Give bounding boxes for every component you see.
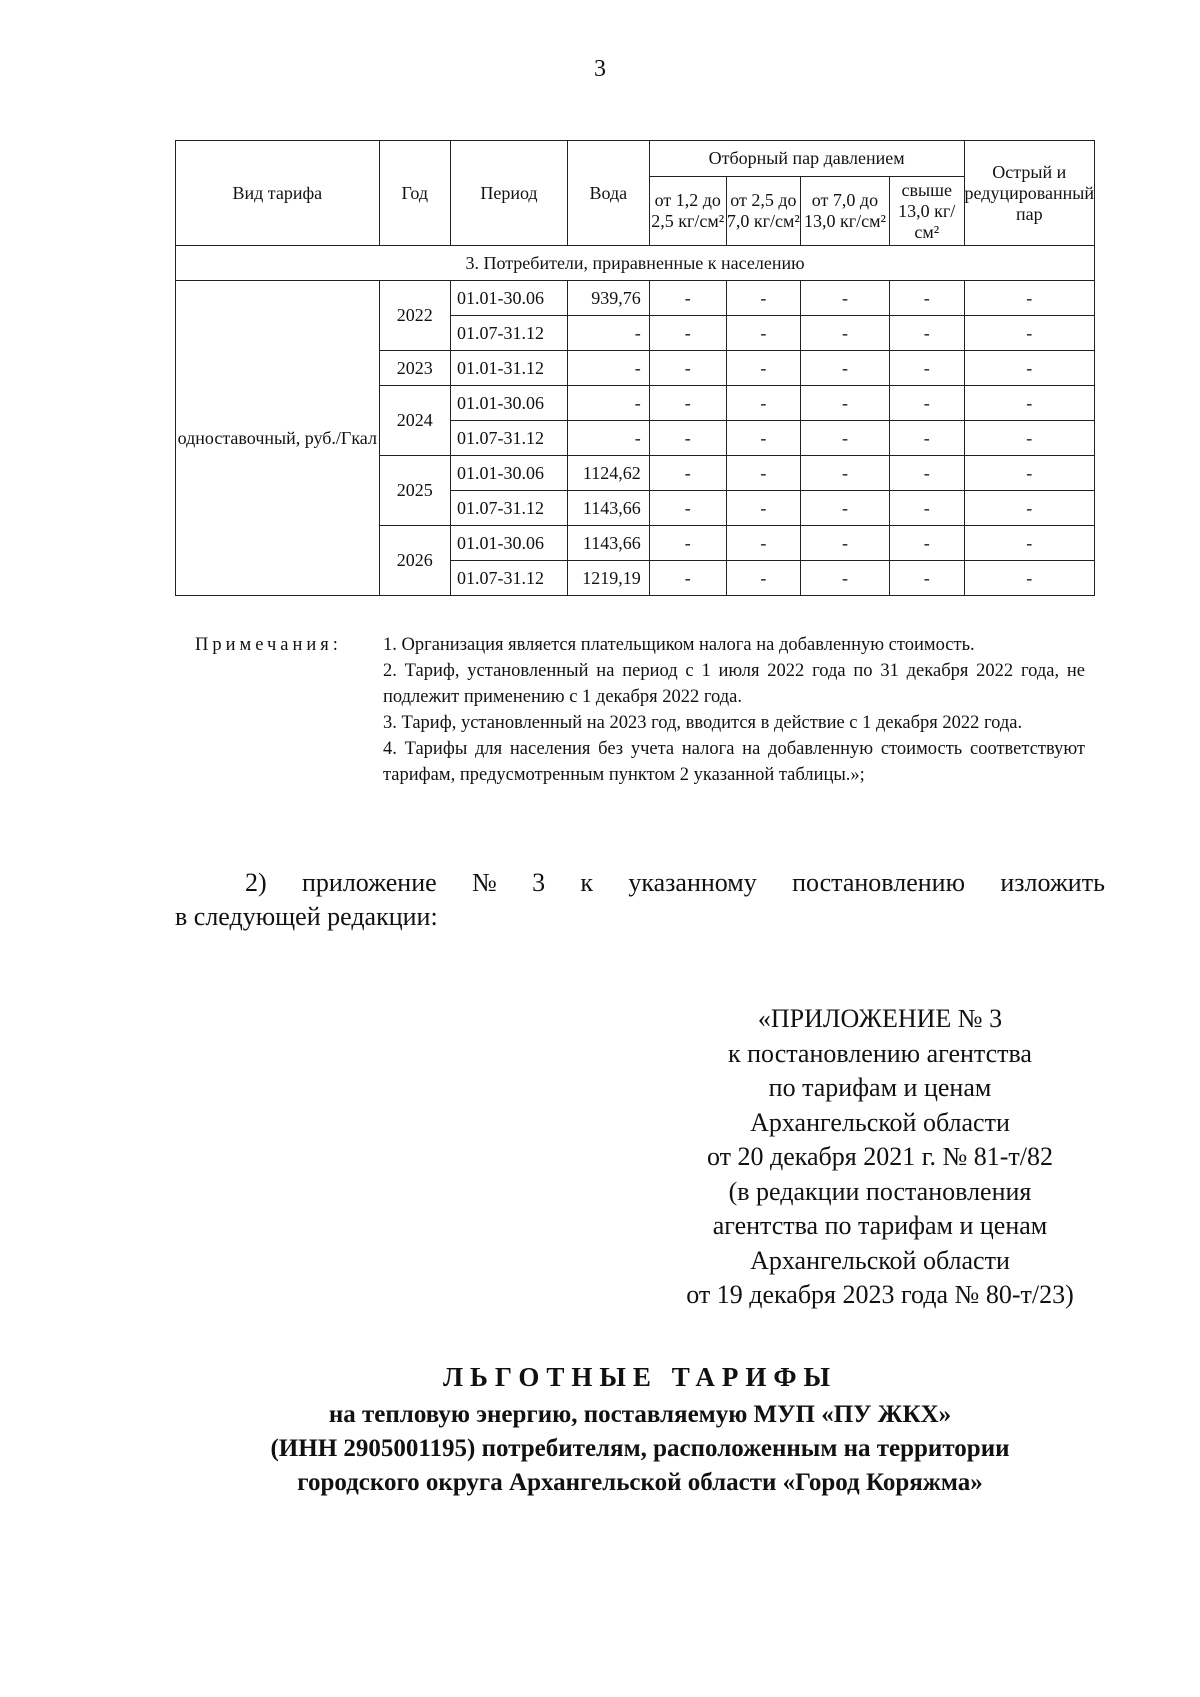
header-steam-4: свыше 13,0 кг/см²	[889, 177, 964, 246]
empty-value-cell: -	[649, 281, 726, 316]
paragraph-word: 3	[532, 868, 546, 897]
period-cell: 01.01-30.06	[450, 281, 567, 316]
note-item: 4. Тарифы для населения без учета налога на добавленную стоимость соответствуют тарифам, предусмотренным пунктом 2 указанной таблицы.»;	[383, 739, 1085, 785]
empty-value-cell: -	[800, 421, 889, 456]
empty-value-cell: -	[726, 351, 800, 386]
empty-value-cell: -	[726, 386, 800, 421]
heading-title: ЛЬГОТНЫЕ ТАРИФЫ	[442, 1362, 838, 1392]
empty-value-cell: -	[964, 386, 1094, 421]
empty-value-cell: -	[964, 561, 1094, 596]
empty-value-cell: -	[889, 456, 964, 491]
heading-line: (ИНН 2905001195) потребителям, расположенным на территории	[270, 1435, 1010, 1462]
empty-value-cell: -	[649, 386, 726, 421]
year-cell: 2025	[379, 456, 450, 526]
empty-value-cell: -	[889, 491, 964, 526]
appendix-line: Архангельской области	[750, 1107, 1010, 1137]
empty-value-cell: -	[800, 281, 889, 316]
header-sharp-steam: Острый и редуцированный пар	[964, 141, 1094, 246]
header-steam-group: Отборный пар давлением	[649, 141, 964, 177]
water-value-cell: -	[567, 386, 649, 421]
period-cell: 01.07-31.12	[450, 561, 567, 596]
empty-value-cell: -	[649, 351, 726, 386]
year-cell: 2026	[379, 526, 450, 596]
year-cell: 2022	[379, 281, 450, 351]
empty-value-cell: -	[800, 526, 889, 561]
appendix-line: к постановлению агентства	[728, 1038, 1032, 1068]
header-steam-1: от 1,2 до 2,5 кг/см²	[649, 177, 726, 246]
paragraph-word: к	[580, 868, 594, 897]
paragraph-word: постановлению	[792, 868, 965, 897]
appendix-line: Архангельской области	[750, 1245, 1010, 1275]
header-steam-3: от 7,0 до 13,0 кг/см²	[800, 177, 889, 246]
empty-value-cell: -	[649, 491, 726, 526]
paragraph-word: 2)	[245, 868, 267, 897]
appendix-line: «ПРИЛОЖЕНИЕ № 3	[757, 1004, 1003, 1033]
empty-value-cell: -	[964, 526, 1094, 561]
period-cell: 01.01-30.06	[450, 386, 567, 421]
empty-value-cell: -	[800, 316, 889, 351]
appendix-line: (в редакции постановления	[728, 1176, 1032, 1206]
empty-value-cell: -	[726, 561, 800, 596]
empty-value-cell: -	[726, 491, 800, 526]
empty-value-cell: -	[964, 281, 1094, 316]
empty-value-cell: -	[889, 561, 964, 596]
empty-value-cell: -	[726, 421, 800, 456]
period-cell: 01.07-31.12	[450, 421, 567, 456]
period-cell: 01.01-30.06	[450, 526, 567, 561]
empty-value-cell: -	[800, 386, 889, 421]
empty-value-cell: -	[649, 456, 726, 491]
paragraph-word: изложить	[1000, 868, 1105, 897]
water-value-cell: 1124,62	[567, 456, 649, 491]
empty-value-cell: -	[964, 491, 1094, 526]
empty-value-cell: -	[800, 561, 889, 596]
empty-value-cell: -	[889, 351, 964, 386]
water-value-cell: -	[567, 316, 649, 351]
table-row	[176, 281, 1095, 316]
empty-value-cell: -	[649, 316, 726, 351]
header-year: Год	[379, 141, 450, 246]
period-cell: 01.07-31.12	[450, 316, 567, 351]
empty-value-cell: -	[800, 456, 889, 491]
empty-value-cell: -	[889, 316, 964, 351]
empty-value-cell: -	[649, 421, 726, 456]
empty-value-cell: -	[726, 281, 800, 316]
page-number: 3	[594, 56, 606, 82]
year-cell: 2023	[379, 351, 450, 386]
empty-value-cell: -	[964, 456, 1094, 491]
appendix-line: агентства по тарифам и ценам	[712, 1211, 1048, 1240]
empty-value-cell: -	[800, 351, 889, 386]
tariff-table	[175, 140, 1095, 596]
empty-value-cell: -	[889, 526, 964, 561]
year-cell: 2024	[379, 386, 450, 456]
tariff-type-cell: одноставочный, руб./Гкал	[176, 281, 380, 596]
empty-value-cell: -	[964, 421, 1094, 456]
paragraph-word: №	[471, 868, 497, 897]
header-period: Период	[450, 141, 567, 246]
water-value-cell: 939,76	[567, 281, 649, 316]
header-steam-2: от 2,5 до 7,0 кг/см²	[726, 177, 800, 246]
empty-value-cell: -	[726, 316, 800, 351]
note-item: 2. Тариф, установленный на период с 1 июля 2022 года по 31 декабря 2022 года, не подлежит применению с 1 декабря 2022 года.	[383, 661, 1085, 707]
period-cell: 01.01-31.12	[450, 351, 567, 386]
section-title: 3. Потребители, приравненные к населению	[176, 246, 1095, 281]
notes-label: Примечания:	[195, 635, 342, 655]
note-item: 1. Организация является плательщиком налога на добавленную стоимость.	[383, 635, 975, 655]
appendix-line: от 19 декабря 2023 года № 80-т/23)	[686, 1280, 1074, 1309]
period-cell: 01.01-30.06	[450, 456, 567, 491]
empty-value-cell: -	[889, 386, 964, 421]
header-water: Вода	[567, 141, 649, 246]
empty-value-cell: -	[964, 316, 1094, 351]
note-item: 3. Тариф, установленный на 2023 год, вводится в действие с 1 декабря 2022 года.	[383, 713, 1023, 733]
empty-value-cell: -	[800, 491, 889, 526]
appendix-block	[640, 1002, 1120, 1313]
heading-line: на тепловую энергию, поставляемую МУП «ПУ ЖКХ»	[328, 1401, 952, 1428]
paragraph-word: указанному	[628, 868, 757, 897]
empty-value-cell: -	[649, 561, 726, 596]
document-heading	[175, 1360, 1105, 1500]
amendment-paragraph	[175, 866, 1105, 934]
water-value-cell: 1143,66	[567, 491, 649, 526]
empty-value-cell: -	[964, 351, 1094, 386]
notes-list	[383, 632, 1085, 788]
empty-value-cell: -	[649, 526, 726, 561]
water-value-cell: 1219,19	[567, 561, 649, 596]
empty-value-cell: -	[889, 421, 964, 456]
period-cell: 01.07-31.12	[450, 491, 567, 526]
water-value-cell: 1143,66	[567, 526, 649, 561]
heading-line: городского округа Архангельской области «Город Коряжма»	[297, 1469, 983, 1496]
water-value-cell: -	[567, 421, 649, 456]
empty-value-cell: -	[726, 456, 800, 491]
empty-value-cell: -	[726, 526, 800, 561]
paragraph-line-1	[175, 866, 1105, 900]
header-tariff-type: Вид тарифа	[176, 141, 380, 246]
empty-value-cell: -	[889, 281, 964, 316]
paragraph-word: приложение	[301, 868, 437, 897]
appendix-line: от 20 декабря 2021 г. № 81-т/82	[706, 1142, 1054, 1171]
paragraph-line-2: в следующей редакции:	[175, 902, 438, 931]
water-value-cell: -	[567, 351, 649, 386]
appendix-line: по тарифам и ценам	[768, 1073, 992, 1102]
